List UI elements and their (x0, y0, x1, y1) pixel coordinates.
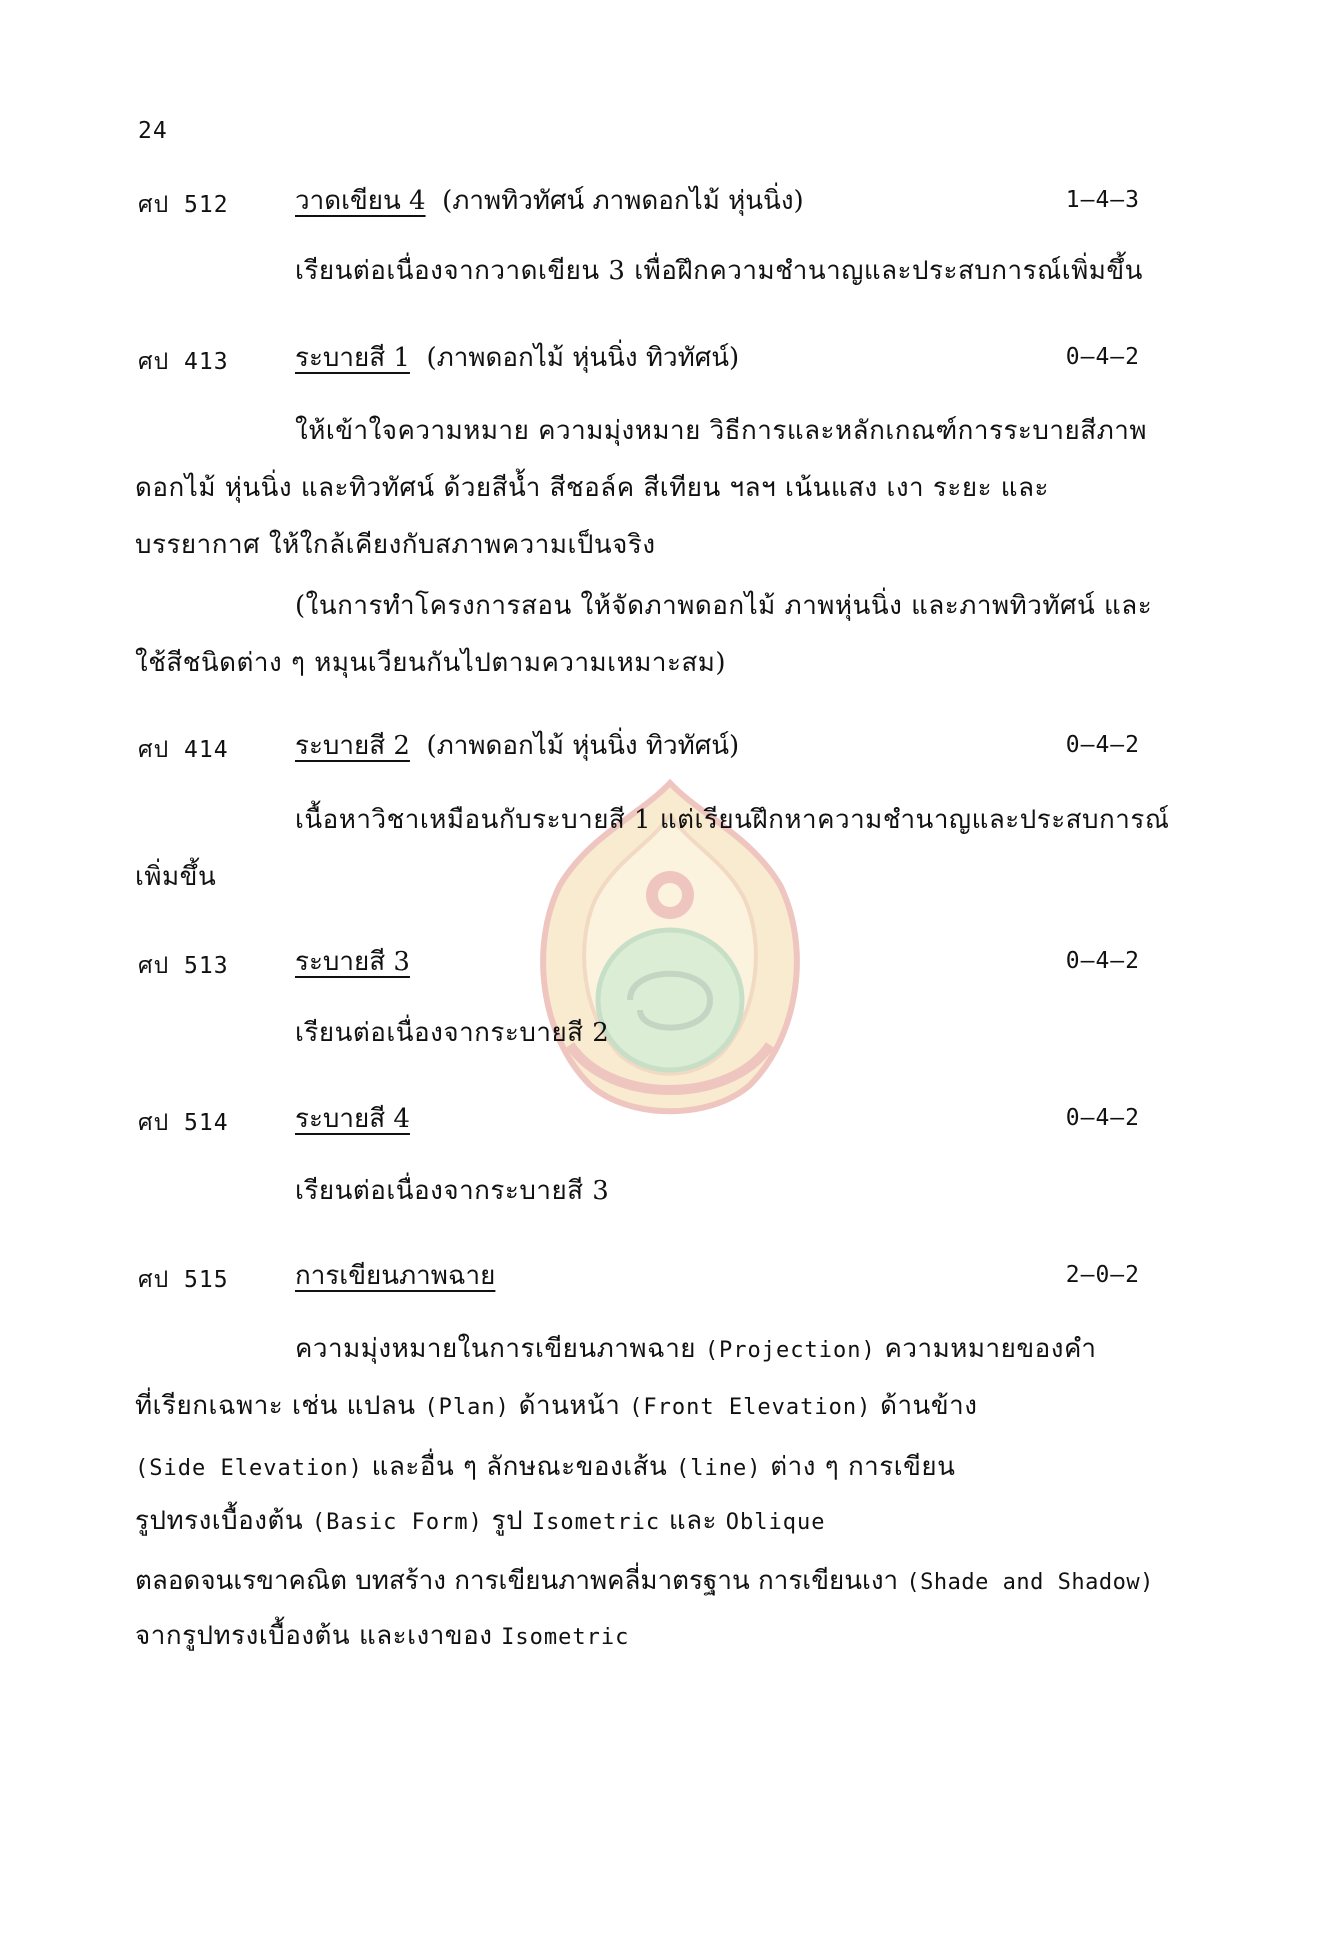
course-description (135, 1560, 1154, 1601)
course-title-main: ระบายสี 4 (295, 1104, 410, 1134)
course-code: ศป 512 (138, 192, 229, 218)
text-run: จากรูปทรงเบื้องต้น และเงาของ (135, 1621, 502, 1651)
course-title (295, 180, 804, 221)
course-title-main: ระบายสี 1 (295, 343, 410, 373)
text-run: ที่เรียกเฉพาะ เช่น แปลน (135, 1391, 425, 1421)
text-run: รูปทรงเบื้องต้น (135, 1506, 312, 1536)
text-run: ตลอดจนเรขาคณิต บทสร้าง การเขียนภาพคลี่มาตรฐาน การเขียนเงา (135, 1566, 907, 1596)
text-run: และอื่น ๆ ลักษณะของเส้น (362, 1452, 677, 1482)
course-title-sub: (ภาพทิวทัศน์ ภาพดอกไม้ หุ่นนิ่ง) (442, 186, 804, 216)
course-code: ศป 514 (138, 1110, 229, 1136)
text-run: Isometric (531, 1510, 661, 1535)
course-description: ใช้สีชนิดต่าง ๆ หมุนเวียนกันไปตามความเหมาะสม) (135, 648, 727, 678)
course-credit: 2–0–2 (1065, 1262, 1140, 1288)
course-description (135, 1446, 955, 1487)
course-title (295, 337, 739, 378)
course-description (135, 1500, 825, 1541)
course-title-sub: (ภาพดอกไม้ หุ่นนิ่ง ทิวทัศน์) (426, 731, 740, 761)
course-credit: 0–4–2 (1065, 344, 1140, 370)
text-run: (Shade and Shadow) (906, 1570, 1154, 1595)
text-run: (Basic Form) (311, 1510, 483, 1535)
course-description: เรียนต่อเนื่องจากระบายสี 3 (295, 1176, 610, 1206)
course-description: เนื้อหาวิชาเหมือนกับระบายสี 1 แต่เรียนฝึกหาความชำนาญและประสบการณ์ (295, 805, 1170, 835)
page-number: 24 (138, 118, 168, 144)
course-description: เรียนต่อเนื่องจากวาดเขียน 3 เพื่อฝึกความชำนาญและประสบการณ์เพิ่มขึ้น (295, 256, 1143, 286)
text-run: (Projection) (704, 1338, 876, 1363)
course-code: ศป 413 (138, 349, 229, 375)
course-code: ศป 414 (138, 737, 229, 763)
text-run: ความหมายของคำ (875, 1334, 1097, 1364)
text-run: (Front Elevation) (629, 1395, 872, 1420)
course-title-main: การเขียนภาพฉาย (295, 1261, 496, 1291)
text-run: ต่าง ๆ การเขียน (761, 1452, 956, 1482)
course-credit: 0–4–2 (1065, 732, 1140, 758)
text-run: (line) (676, 1456, 762, 1481)
course-description: (ในการทำโครงการสอน ให้จัดภาพดอกไม้ ภาพหุ่นนิ่ง และภาพทิวทัศน์ และ (295, 591, 1153, 621)
course-credit: 0–4–2 (1065, 1105, 1140, 1131)
course-title (295, 725, 739, 766)
course-description: ให้เข้าใจความหมาย ความมุ่งหมาย วิธีการและหลักเกณฑ์การระบายสีภาพ (295, 416, 1147, 446)
text-run: ด้านหน้า (509, 1391, 630, 1421)
course-code: ศป 513 (138, 953, 229, 979)
text-run: Isometric (501, 1625, 630, 1650)
course-description (135, 1615, 629, 1656)
course-title (295, 1098, 410, 1139)
course-title-main: วาดเขียน 4 (295, 186, 426, 216)
course-description (135, 1385, 977, 1426)
text-run: ความมุ่งหมายในการเขียนภาพฉาย (295, 1334, 705, 1364)
course-title (295, 1255, 495, 1296)
course-credit: 1–4–3 (1065, 187, 1140, 213)
course-title-main: ระบายสี 2 (295, 731, 410, 761)
course-description: บรรยากาศ ให้ใกล้เคียงกับสภาพความเป็นจริง (135, 530, 656, 560)
text-run: ด้านข้าง (871, 1391, 978, 1421)
course-description: เรียนต่อเนื่องจากระบายสี 2 (295, 1018, 610, 1048)
text-run: (Side Elevation) (135, 1456, 363, 1481)
course-description (295, 1328, 1096, 1369)
course-credit: 0–4–2 (1065, 948, 1140, 974)
text-run: รูป (482, 1506, 532, 1536)
course-title-main: ระบายสี 3 (295, 947, 410, 977)
course-description: เพิ่มขึ้น (135, 862, 217, 892)
text-run: Oblique (725, 1510, 826, 1535)
course-code: ศป 515 (138, 1267, 229, 1293)
course-description: ดอกไม้ หุ่นนิ่ง และทิวทัศน์ ด้วยสีน้ำ สีชอล์ค สีเทียน ฯลฯ เน้นแสง เงา ระยะ และ (135, 473, 1049, 503)
text-run: (Plan) (424, 1395, 510, 1420)
text-run: และ (660, 1506, 726, 1536)
course-title (295, 941, 410, 982)
course-title-sub: (ภาพดอกไม้ หุ่นนิ่ง ทิวทัศน์) (426, 343, 740, 373)
